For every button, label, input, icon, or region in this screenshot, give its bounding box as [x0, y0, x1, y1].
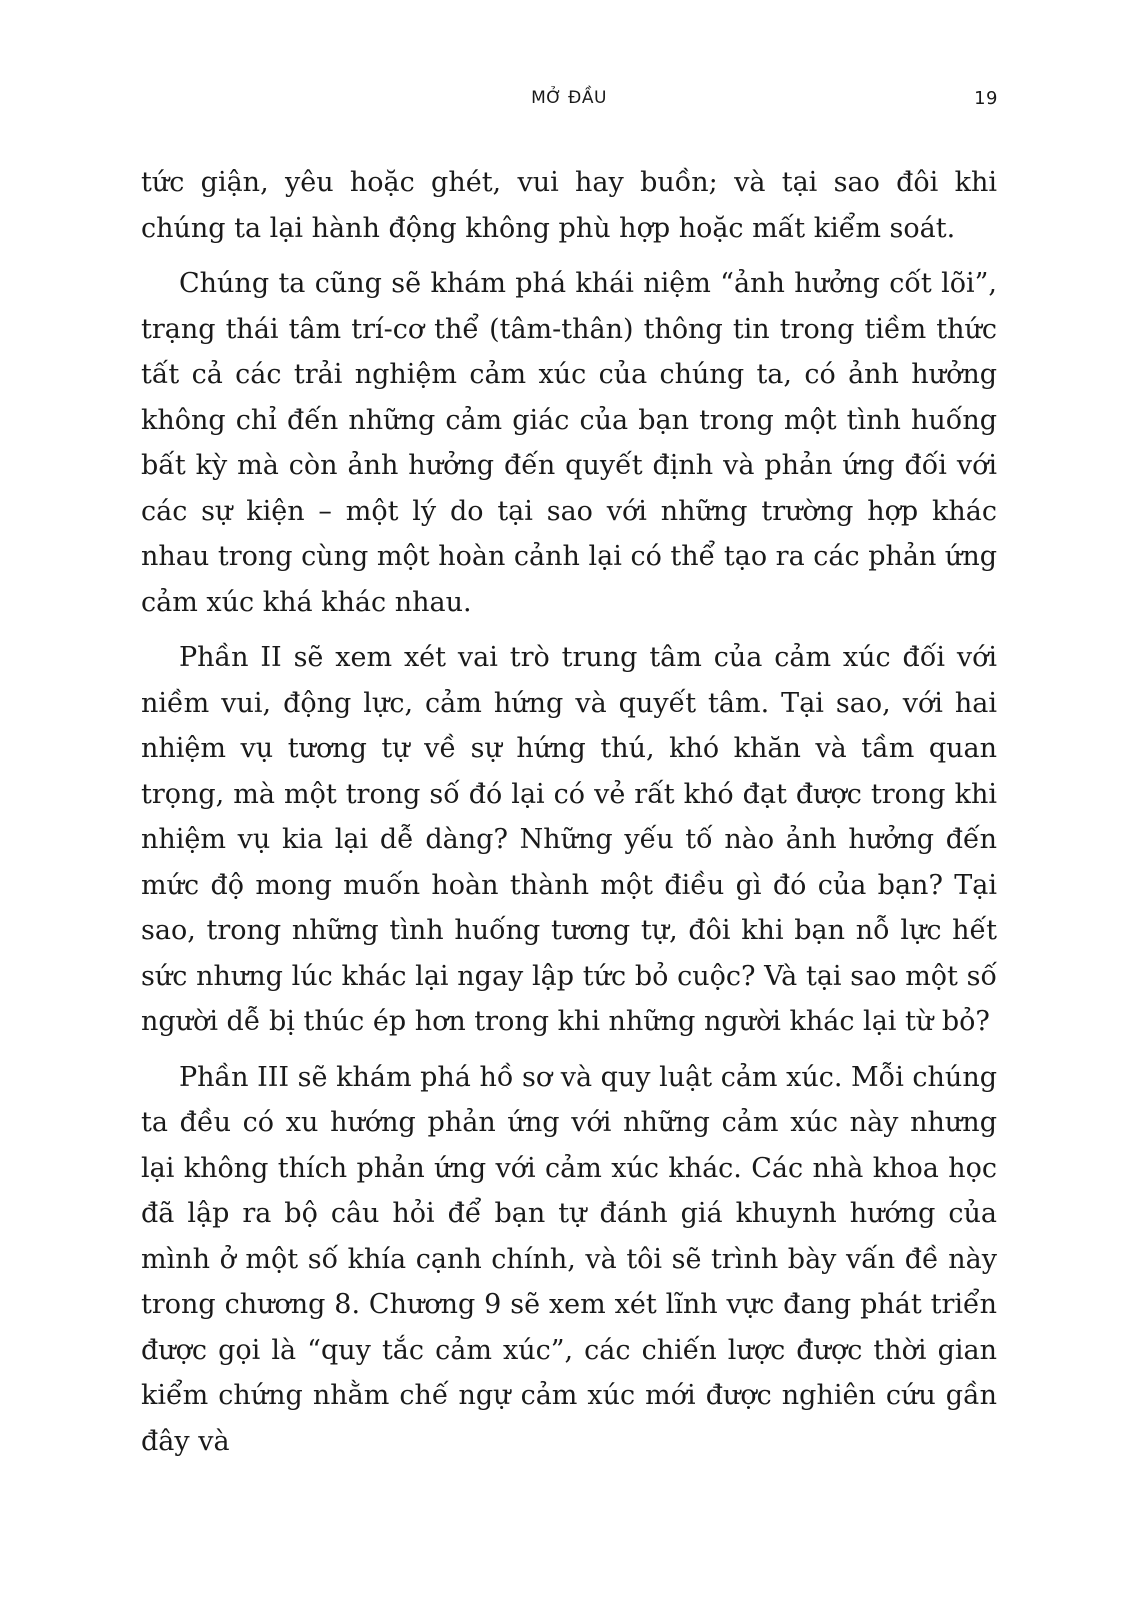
paragraph-part-two: Phần II sẽ xem xét vai trò trung tâm của cảm xúc đối với niềm vui, động lực, cảm hứng và quyết tâm. Tại sao, với hai nhiệm vụ tương tự về sự hứng thú, khó khăn và tầm quan trọng, mà một trong số đó lại có vẻ rất khó đạt được trong khi nhiệm vụ kia lại dễ dàng? Những yếu tố nào ảnh hưởng đến mức độ mong muốn hoàn thành một điều gì đó của bạn? Tại sao, trong những tình huống tương tự, đôi khi bạn nỗ lực hết sức nhưng lúc khác lại ngay lập tức bỏ cuộc? Và tại sao một số người dễ bị thúc ép hơn trong khi những người khác lại từ bỏ?: [141, 642, 997, 1037]
paragraph-core-affect: Chúng ta cũng sẽ khám phá khái niệm “ảnh hưởng cốt lõi”, trạng thái tâm trí-cơ thể (tâm-thân) thông tin trong tiềm thức tất cả các trải nghiệm cảm xúc của chúng ta, có ảnh hưởng không chỉ đến những cảm giác của bạn trong một tình huống bất kỳ mà còn ảnh hưởng đến quyết định và phản ứng đối với các sự kiện – một lý do tại sao với những trường hợp khác nhau trong cùng một hoàn cảnh lại có thể tạo ra các phản ứng cảm xúc khá khác nhau.: [141, 268, 997, 618]
paragraph-continued: tức giận, yêu hoặc ghét, vui hay buồn; và tại sao đôi khi chúng ta lại hành động không phù hợp hoặc mất kiểm soát.: [141, 167, 997, 244]
page-number: 19: [974, 88, 998, 109]
running-header: [140, 88, 998, 116]
body-text: [141, 160, 997, 1474]
chapter-title: MỞ ĐẦU: [531, 88, 607, 108]
paragraph-part-three: Phần III sẽ khám phá hồ sơ và quy luật cảm xúc. Mỗi chúng ta đều có xu hướng phản ứng với những cảm xúc này nhưng lại không thích phản ứng với cảm xúc khác. Các nhà khoa học đã lập ra bộ câu hỏi để bạn tự đánh giá khuynh hướng của mình ở một số khía cạnh chính, và tôi sẽ trình bày vấn đề này trong chương 8. Chương 9 sẽ xem xét lĩnh vực đang phát triển được gọi là “quy tắc cảm xúc”, các chiến lược được thời gian kiểm chứng nhằm chế ngự cảm xúc mới được nghiên cứu gần đây và: [141, 1061, 997, 1457]
